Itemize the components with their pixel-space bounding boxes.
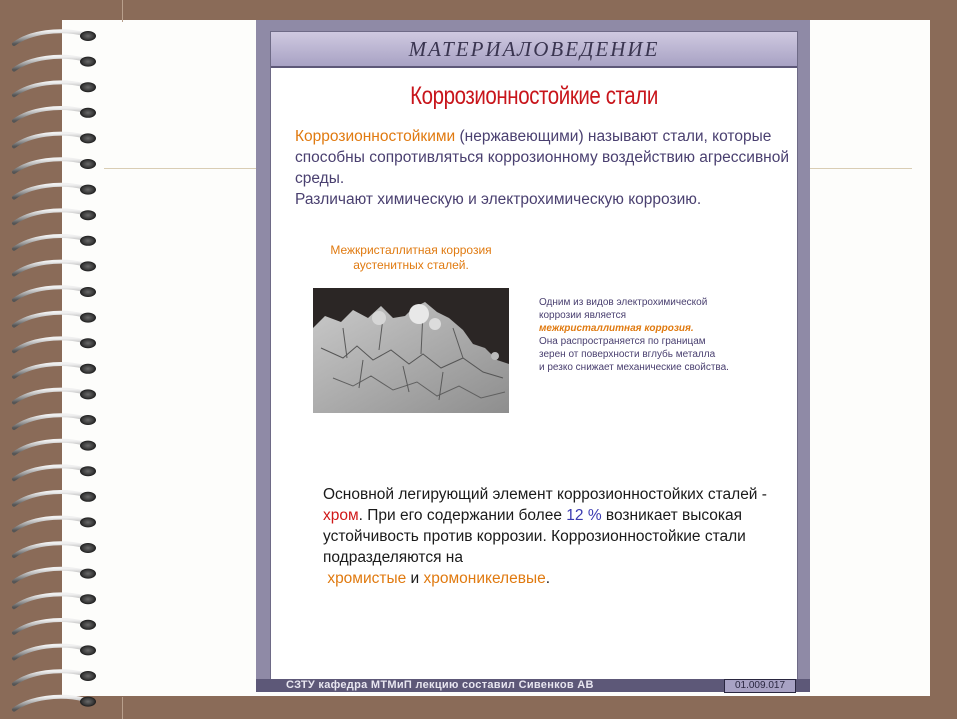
spiral-ring: [14, 364, 84, 377]
binding-hole: [80, 159, 96, 169]
spiral-ring: [14, 287, 84, 300]
side-highlight: межкристаллитная коррозия.: [539, 323, 694, 334]
binding-hole: [80, 389, 96, 399]
spiral-ring: [14, 543, 84, 556]
micrograph-image: [313, 288, 509, 413]
spiral-ring: [14, 646, 84, 659]
binding-hole: [80, 569, 96, 579]
side-line3: Она распространяется по границам: [539, 336, 706, 347]
binding-hole: [80, 697, 96, 707]
side-line5: и резко снижает механические свойства.: [539, 362, 729, 373]
intro-paragraph: [295, 126, 795, 210]
spiral-ring: [14, 185, 84, 198]
margin-line-top: [122, 0, 123, 22]
spiral-ring: [14, 57, 84, 70]
side-line2: коррозии является: [539, 310, 627, 321]
spiral-ring: [14, 492, 84, 505]
binding-hole: [80, 133, 96, 143]
spiral-ring: [14, 82, 84, 95]
bottom-text-3: возникает высокая устойчивость против коррозии. Коррозионностойкие стали подразделяются на: [323, 507, 746, 566]
intro-line2: Различают химическую и электрохимическую коррозию.: [295, 191, 702, 208]
subject-title: МАТЕРИАЛОВЕДЕНИЕ: [408, 37, 660, 61]
margin-line-bottom: [122, 697, 123, 719]
spiral-ring: [14, 31, 84, 44]
spiral-ring: [14, 338, 84, 351]
binding-hole: [80, 620, 96, 630]
spiral-ring: [14, 697, 84, 710]
binding-hole: [80, 543, 96, 553]
binding-hole: [80, 287, 96, 297]
spiral-ring: [14, 441, 84, 454]
bottom-text-2: . При его содержании более: [358, 507, 567, 524]
binding-hole: [80, 338, 96, 348]
bottom-and: и: [406, 570, 424, 587]
type-chromium: хромистые: [327, 570, 407, 587]
binding-hole: [80, 645, 96, 655]
binding-hole: [80, 108, 96, 118]
binding-hole: [80, 441, 96, 451]
spiral-ring: [14, 569, 84, 582]
binding-hole: [80, 261, 96, 271]
side-note: [539, 296, 789, 374]
spiral-ring: [14, 671, 84, 684]
intro-term: Коррозионностойкими: [295, 128, 456, 145]
binding-hole: [80, 671, 96, 681]
slide-content: [270, 31, 798, 681]
binding-hole: [80, 31, 96, 41]
spiral-ring: [14, 415, 84, 428]
binding-hole: [80, 364, 96, 374]
binding-hole: [80, 185, 96, 195]
intro-text: (нержавеющими) называют стали, которые способны сопротивляться коррозионному воздействию агрессивной среды.: [295, 128, 790, 187]
side-line4: зерен от поверхности вглубь металла: [539, 349, 716, 360]
spiral-ring: [14, 262, 84, 275]
bottom-paragraph: [323, 484, 793, 589]
chrome-term: хром: [323, 507, 359, 524]
spiral-ring: [14, 620, 84, 633]
bottom-end: .: [545, 570, 551, 587]
binding-hole: [80, 57, 96, 67]
binding-hole: [80, 236, 96, 246]
caption-line1: Межкристаллитная коррозия: [330, 243, 492, 257]
binding-hole: [80, 82, 96, 92]
spiral-ring: [14, 390, 84, 403]
binding-hole: [80, 594, 96, 604]
spiral-ring: [14, 313, 84, 326]
binding-hole: [80, 313, 96, 323]
binding-hole: [80, 492, 96, 502]
spiral-ring: [14, 108, 84, 121]
binding-hole: [80, 517, 96, 527]
spiral-ring: [14, 134, 84, 147]
spiral-ring: [14, 159, 84, 172]
footer-credit: СЗТУ кафедра МТМиП лекцию составил Сивенков АВ: [286, 679, 594, 691]
slide-footer: [256, 679, 810, 692]
binding-hole: [80, 210, 96, 220]
binding-hole: [80, 415, 96, 425]
spiral-ring: [14, 236, 84, 249]
spiral-ring: [14, 594, 84, 607]
image-caption: [301, 243, 521, 273]
side-line1: Одним из видов электрохимической: [539, 297, 708, 308]
slide-title: Коррозионностойкие стали: [410, 82, 658, 110]
footer-code: 01.009.017: [724, 679, 796, 693]
spiral-binding-icon: [0, 0, 110, 719]
caption-line2: аустенитных сталей.: [353, 258, 469, 272]
bottom-text-1: Основной легирующий элемент коррозионностойких сталей -: [323, 486, 767, 503]
spiral-ring: [14, 210, 84, 223]
percent-value: 12 %: [566, 507, 602, 524]
slide-header: [271, 32, 797, 68]
binding-hole: [80, 466, 96, 476]
type-chrome-nickel: хромоникелевые: [423, 570, 546, 587]
slide-image: [256, 20, 810, 692]
spiral-ring: [14, 466, 84, 479]
spiral-ring: [14, 518, 84, 531]
